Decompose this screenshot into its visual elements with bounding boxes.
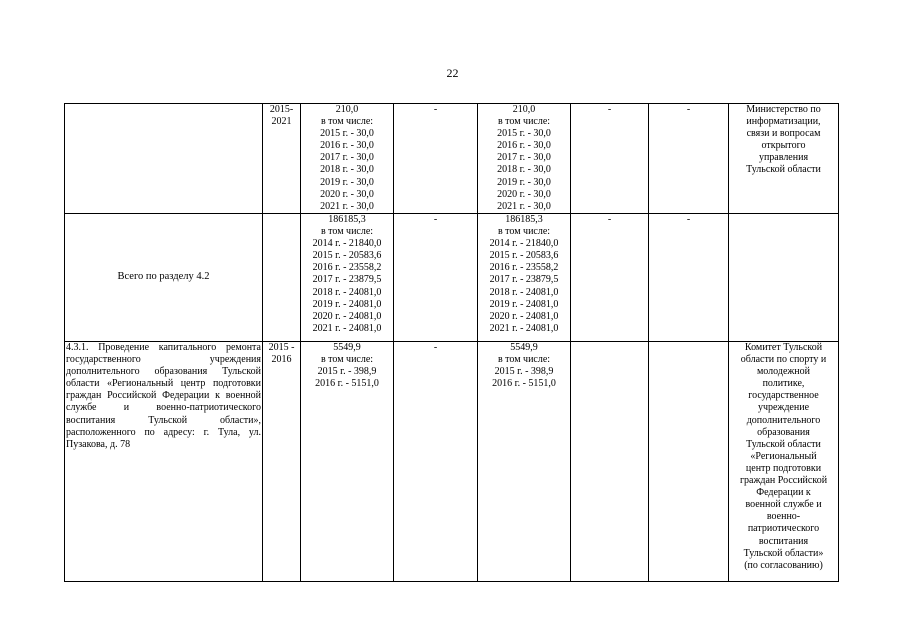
table-row [65,342,839,582]
event-name-cell [65,104,263,214]
cell-line: образования [757,426,810,438]
cell-line: 2015 г. - 30,0 [497,128,551,140]
cell-line: Тульской области [746,438,821,450]
period-cell: 2015- 2021 [263,104,301,214]
cell-line: 2019 г. - 30,0 [320,176,374,188]
cell-line: 2019 г. - 24081,0 [489,298,559,310]
cell-line: 2019 г. - 30,0 [497,176,551,188]
section-total-label: Всего по разделу 4.2 [65,214,263,342]
regional-budget-cell [478,214,571,342]
municipal-budget-cell: - [571,214,649,342]
total-amount-cell [301,104,394,214]
executor-cell [729,104,839,214]
cell-line: 2017 г. - 30,0 [320,152,374,164]
cell-line: открытого [761,140,806,152]
cell-line: 2016 г. - 30,0 [497,140,551,152]
cell-line: 2015 г. - 30,0 [320,128,374,140]
cell-line: государственное [748,390,819,402]
cell-line: 2019 г. - 24081,0 [312,298,382,310]
cell-line: 2016 г. - 5151,0 [492,378,556,390]
cell-line: 2015 г. - 20583,6 [312,250,382,262]
program-table [64,103,839,582]
table-row [65,214,839,342]
cell-line: в том числе: [497,116,551,128]
cell-line: 2015 г. - 398,9 [317,366,377,378]
regional-budget-cell [478,104,571,214]
federal-budget-cell: - [394,104,478,214]
cell-line: Тульской области» [743,547,824,559]
municipal-budget-cell: - [571,104,649,214]
cell-line: 2016 г. - 30,0 [320,140,374,152]
cell-line: 2018 г. - 24081,0 [489,286,559,298]
cell-line: 2015 г. - 20583,6 [489,250,559,262]
other-sources-cell [649,342,729,582]
cell-line: воспитания [758,535,809,547]
cell-line: 2020 г. - 30,0 [320,188,374,200]
cell-line: учреждение [757,402,810,414]
cell-line: 2018 г. - 30,0 [320,164,374,176]
cell-line: 186185,3 [505,214,543,225]
cell-line: 186185,3 [328,214,366,225]
cell-line: 2016 г. - 23558,2 [489,262,559,274]
cell-line: 210,0 [335,104,359,115]
cell-line: 2018 г. - 30,0 [497,164,551,176]
cell-line: 5549,9 [333,342,361,353]
period-cell [263,214,301,342]
cell-line: дополнительного [746,414,821,426]
cell-line: патриотического [747,523,820,535]
cell-line: 2014 г. - 21840,0 [489,238,559,250]
other-sources-cell: - [649,214,729,342]
cell-line: в том числе: [320,354,374,366]
executor-cell [729,214,839,342]
cell-line: 2021 г. - 30,0 [320,200,374,212]
cell-line: в том числе: [497,354,551,366]
cell-line: связи и вопросам [746,128,821,140]
cell-line: 2017 г. - 30,0 [497,152,551,164]
cell-line: управления [758,152,809,164]
regional-budget-cell [478,342,571,582]
cell-line: военной службе и [745,499,822,511]
cell-line: Министерство по [746,104,821,115]
federal-budget-cell: - [394,214,478,342]
federal-budget-cell: - [394,342,478,582]
cell-line: политике, [762,378,805,390]
cell-line: в том числе: [320,226,374,238]
table-row [65,104,839,214]
cell-line: 2020 г. - 24081,0 [312,310,382,322]
cell-line: в том числе: [497,226,551,238]
cell-line: Комитет Тульской [744,342,823,353]
cell-line: в том числе: [320,116,374,128]
cell-line: области по спорту и [740,354,827,366]
cell-line: 2014 г. - 21840,0 [312,238,382,250]
cell-line: 5549,9 [510,342,538,353]
period-cell: 2015 - 2016 [263,342,301,582]
cell-line: 2020 г. - 24081,0 [489,310,559,322]
cell-line: (по согласованию) [744,559,823,571]
event-name-cell: 4.3.1. Проведение капитального ремонта государственного учреждения дополнительного образования Тульской области «Региональный центр подготовки граждан Российской Федерации к военной службе и военно-патриотического воспитания Тульской области», расположенного по адресу: г. Тула, ул. Пузакова, д. 78 [65,342,263,582]
cell-line: 2016 г. - 5151,0 [315,378,379,390]
cell-line: 2021 г. - 24081,0 [312,322,382,334]
cell-line: 2017 г. - 23879,5 [489,274,559,286]
cell-line: 2017 г. - 23879,5 [312,274,382,286]
municipal-budget-cell [571,342,649,582]
cell-line: 2018 г. - 24081,0 [312,286,382,298]
cell-line: центр подготовки [745,462,822,474]
cell-line: молодежной [756,366,811,378]
executor-cell [729,342,839,582]
cell-line: 2015 г. - 398,9 [494,366,554,378]
cell-line: Тульской области [746,164,821,176]
total-amount-cell [301,214,394,342]
cell-line: военно- [766,511,801,523]
page-number: 22 [446,66,459,80]
cell-line: «Региональный [750,450,817,462]
cell-line: 2016 г. - 23558,2 [312,262,382,274]
other-sources-cell: - [649,104,729,214]
cell-line: 2020 г. - 30,0 [497,188,551,200]
cell-line: 2021 г. - 24081,0 [489,322,559,334]
cell-line: граждан Российской [739,475,828,487]
cell-line: информатизации, [746,116,821,128]
cell-line: Федерации к [756,487,811,499]
total-amount-cell [301,342,394,582]
cell-line: 2021 г. - 30,0 [497,200,551,212]
cell-line: 210,0 [512,104,536,115]
